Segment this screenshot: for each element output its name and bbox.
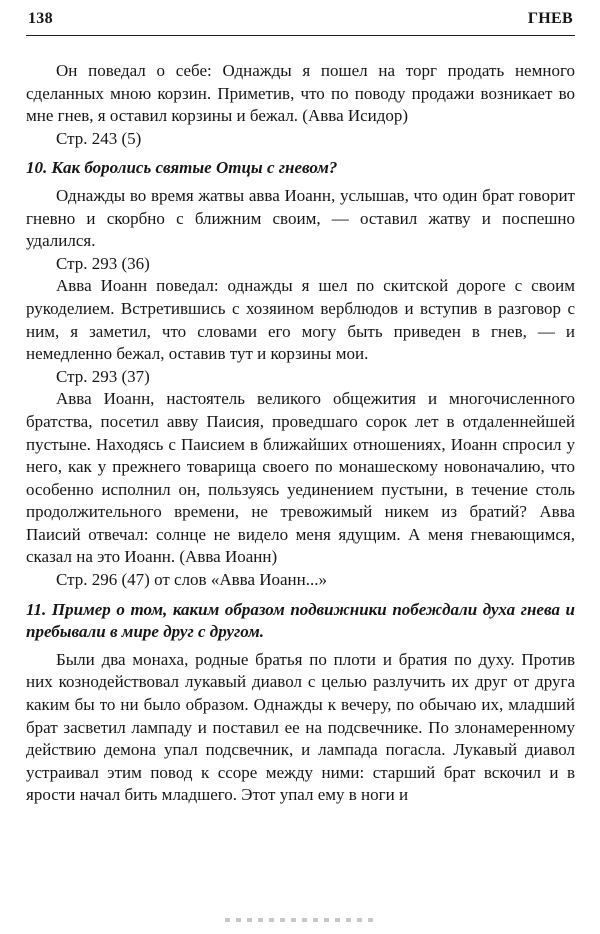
reference-line-harvest: Стр. 293 (36): [56, 253, 150, 273]
paragraph-harvest: Однажды во время жатвы авва Иоанн, услышав, что один брат говорит гневно и скорбно с ближним своим, — оставил жатву и поспешно удалился.: [26, 185, 575, 251]
section-heading-10: 10. Как боролись святые Отцы с гневом?: [26, 158, 338, 178]
running-title: ГНЕВ: [527, 10, 573, 27]
reference-line-isidor: Стр. 243 (5): [56, 128, 142, 148]
paragraph-camels: Авва Иоанн поведал: однажды я шел по скитской дороге с своим рукоделием. Встретившись с хозяином верблюдов и вступив в разговор с ним, я заметил, что словами его могу быть приведен в гнев, — и немедленно бежал, оставив тут и корзины мои.: [26, 276, 575, 364]
page-header: [26, 8, 575, 35]
page-number: 138: [28, 10, 53, 27]
scan-artifact-dots: [225, 918, 375, 922]
reference-line-camels: Стр. 293 (37): [56, 366, 150, 386]
page-body: [26, 36, 575, 807]
section-heading-11: 11. Пример о том, каким образом подвижники побеждали духа гнева и пребывали в мире друг с другом.: [26, 599, 575, 642]
paragraph-paisiy: Авва Иоанн, настоятель великого общежития и многочисленного братства, посетил авву Паисия, проведшаго сорок лет в отдаленнейшей пустыне. Находясь с Паисием в ближайших отношениях, Иоанн спросил у него, как у прежнего товарища своего по монашескому новоначалию, что особенно исполнил он, пользуясь уединением пустыни, в течение столь продолжительного времени, не тревожимый никем из братий? Авва Паисий отвечал: солнце не видело меня ядущим. А меня гневающимся, сказал на это Иоанн. (Авва Иоанн): [26, 389, 575, 567]
paragraph-isidor: Он поведал о себе: Однажды я пошел на торг продать немного сделанных мною корзин. Приметив, что по поводу продажи возникает во мне гнев, я оставил корзины и бежал. (Авва Исидор): [26, 61, 575, 126]
paragraph-brothers: Были два монаха, родные братья по плоти и братия по духу. Против них кознодействовал лукавый диавол с целью разлучить их друг от друга каким бы то ни было образом. Однажды к вечеру, по обычаю их, младший брат засветил лампаду и поставил ее на подсвечнике. По злонамеренному действию демона упал подсвечник, и лампада погасла. Лукавый диавол устраивал этим повод к ссоре между ними: старший брат вскочил и в ярости начал бить младшего. Этот упал ему в ноги и: [26, 649, 575, 805]
reference-line-paisiy: Стр. 296 (47) от слов «Авва Иоанн...»: [56, 570, 328, 590]
